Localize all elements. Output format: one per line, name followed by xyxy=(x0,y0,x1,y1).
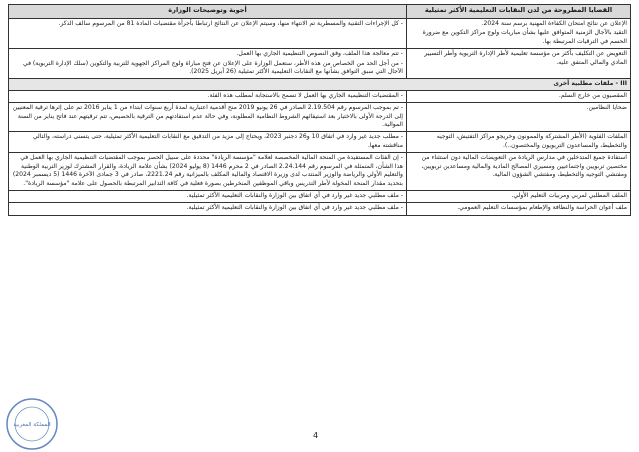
answer-text: - المقتضيات التنظيمية الجاري بها العمل لا تسمح بالاستجابة لمطلب هذه الفئة. xyxy=(207,91,403,99)
issue-text: ملف أعوان الحراسة والنظافة والإطعام بمؤسسات التعليم العمومي. xyxy=(457,204,627,212)
issue-cell xyxy=(407,90,631,102)
answer-text: - مطلب جديد غير وارد في اتفاق 10 و26 دجنبر 2023، ويحتاج إلى مزيد من التدقيق مع النقابات التعليمية الأكثر تمثيلية، حتى يتسنى دراسته، والتالي مناقشته معها. xyxy=(32,133,403,149)
table-row xyxy=(9,103,631,132)
official-stamp xyxy=(4,396,60,452)
answer-text: - ملف مطلبي جديد غير وارد في أي اتفاق بين الوزارة والنقابات التعليمية الأكثر تمثيلية. xyxy=(186,204,403,212)
answer-cell xyxy=(9,19,407,49)
answer-text: - إن الفئات المستفيدة من المنحة المالية المخصصة لعلامة "مؤسسة الريادة" محددة على سبيل الحصر بموجب المقتضيات التنظيمية الجاري بها العمل في هذا الشأن، المتمثلة في المرسوم رقم 2.24.144 الصادر في 2 محرم 1446 (8 يوليو 2024) بشأن علامة الريادة، والقرار المشترك لوزير التربية الوطنية والتعليم الأولي والرياضة والوزير المنتدب لدى وزيرة الاقتصاد والمالية المكلف بالميزانية رقم 2221.24، صادر في 3 جمادى الآخرة 1446 (5 ديسمبر 2024) بتحديد مقدار المنحة المخولة لأطر التدريس وباقي الموظفين المنخرطين بصورة فعلية في كافة التدابير المرتبطة بالحصول على علامة "مؤسسة الريادة". xyxy=(12,154,403,187)
answer-cell xyxy=(9,103,407,132)
issue-cell xyxy=(407,132,631,153)
header-answers: أجوبة وتوضيحات الوزارة xyxy=(9,5,407,19)
answer-cell xyxy=(9,90,407,102)
issue-text: المقصيون من خارج السلم. xyxy=(558,91,627,99)
issue-cell xyxy=(407,49,631,79)
issue-cell xyxy=(407,203,631,215)
issue-text: ضحايا النظامين. xyxy=(586,104,627,112)
issue-cell xyxy=(407,19,631,49)
answer-text: - كل الإجراءات التقنية والمسطرية تم الانتهاء منها، وسيتم الإعلان عن النتائج ارتباطا بأجرأة مقتضيات المادة 81 من المرسوم سالف الذكر. xyxy=(58,20,403,27)
answer-cell xyxy=(9,203,407,215)
answer-text: - ملف مطلبي جديد غير وارد في أي اتفاق بين الوزارة والنقابات التعليمية الأكثر تمثيلية. xyxy=(186,191,403,199)
issue-text: الملف المطلبي لمربي ومربيات التعليم الأولي. xyxy=(511,191,627,199)
issue-cell xyxy=(407,190,631,202)
table-header-row xyxy=(9,5,631,19)
table-row xyxy=(9,90,631,102)
issue-cell xyxy=(407,153,631,191)
header-issues: القضايا المطروحة من لدن النقابات التعليمية الأكثر تمثيلية xyxy=(407,5,631,19)
answer-text: - من أجل الحد من الخصاص من هذه الأطر، ستعمل الوزارة على الإعلان عن فتح مباراة ولوج المراكز الجهوية للتربية والتكوين (سلك الإدارة التربوية) في الآجال التي سبق التوافق بشأنها مع النقابات التعليمية الأكثر تمثيلية (26 أبريل 2025). xyxy=(23,59,403,76)
section-row xyxy=(9,79,631,90)
table-row xyxy=(9,19,631,49)
issues-table xyxy=(8,4,631,216)
page-number: 4 xyxy=(313,431,319,440)
issue-cell xyxy=(407,103,631,132)
issue-text: الإعلان عن نتائج امتحان الكفاءة المهنية برسم سنة 2024. xyxy=(481,20,627,27)
table-row xyxy=(9,153,631,191)
issue-text: استفادة جميع المتدخلين في مدارس الريادة من التعويضات المالية دون استثناء من مختصين تربويين واجتماعيين ومسيري المصالح المادية والمالية ومساعدين تربويين، ومفتشي التوجيه والتخطيط، ومفتشي الشؤون المالية. xyxy=(421,154,627,179)
table-row xyxy=(9,49,631,79)
answer-cell xyxy=(9,132,407,153)
table-row xyxy=(9,190,631,202)
stamp-label: المملكة المغربية xyxy=(13,422,51,428)
answer-text: - تتم معالجة هذا الملف، وفق النصوص التنظيمية الجاري بها العمل. xyxy=(236,50,403,58)
table-row xyxy=(9,203,631,215)
table-row xyxy=(9,132,631,153)
answer-cell xyxy=(9,190,407,202)
issue-text: التقيد بالآجال الزمنية المتوافق عليها بشأن مباريات ولوج مراكز التكوين مع ضرورة الحسم في الترقيات المرتبطة بها. xyxy=(422,29,627,45)
issue-text: الملفات الفئوية (الأطر المشتركة والممونون وخريجو مراكز التفتيش، التوجيه والتخطيط، والمساعدون التربويون والمختصون..). xyxy=(436,133,627,149)
issue-text: التعويض عن التكليف بأكثر من مؤسسة تعليمية لأطر الإدارة التربوية وأطر التسيير المادي والمالي المتفق عليه. xyxy=(424,50,627,66)
answer-cell xyxy=(9,49,407,79)
answer-cell xyxy=(9,153,407,191)
answer-text: - تم بموجب المرسوم رقم 2.19.504 الصادر في 26 يونيو 2019 منح أقدمية اعتبارية لمدة أربع سنوات ابتداء من 1 يناير 2016 تم على إثرها ترقية المعنيين إلى الدرجة الأولى بالاختيار بعد استيفائهم الشروط النظامية المطلوبة، وفي حالة عدم استفادتهم من الترقية بالحصيص، تتم ترقيتهم عند فاتح يناير من السنة الموالية. xyxy=(12,104,403,129)
section-title: III - ملفات مطلبية أخرى xyxy=(9,79,631,90)
